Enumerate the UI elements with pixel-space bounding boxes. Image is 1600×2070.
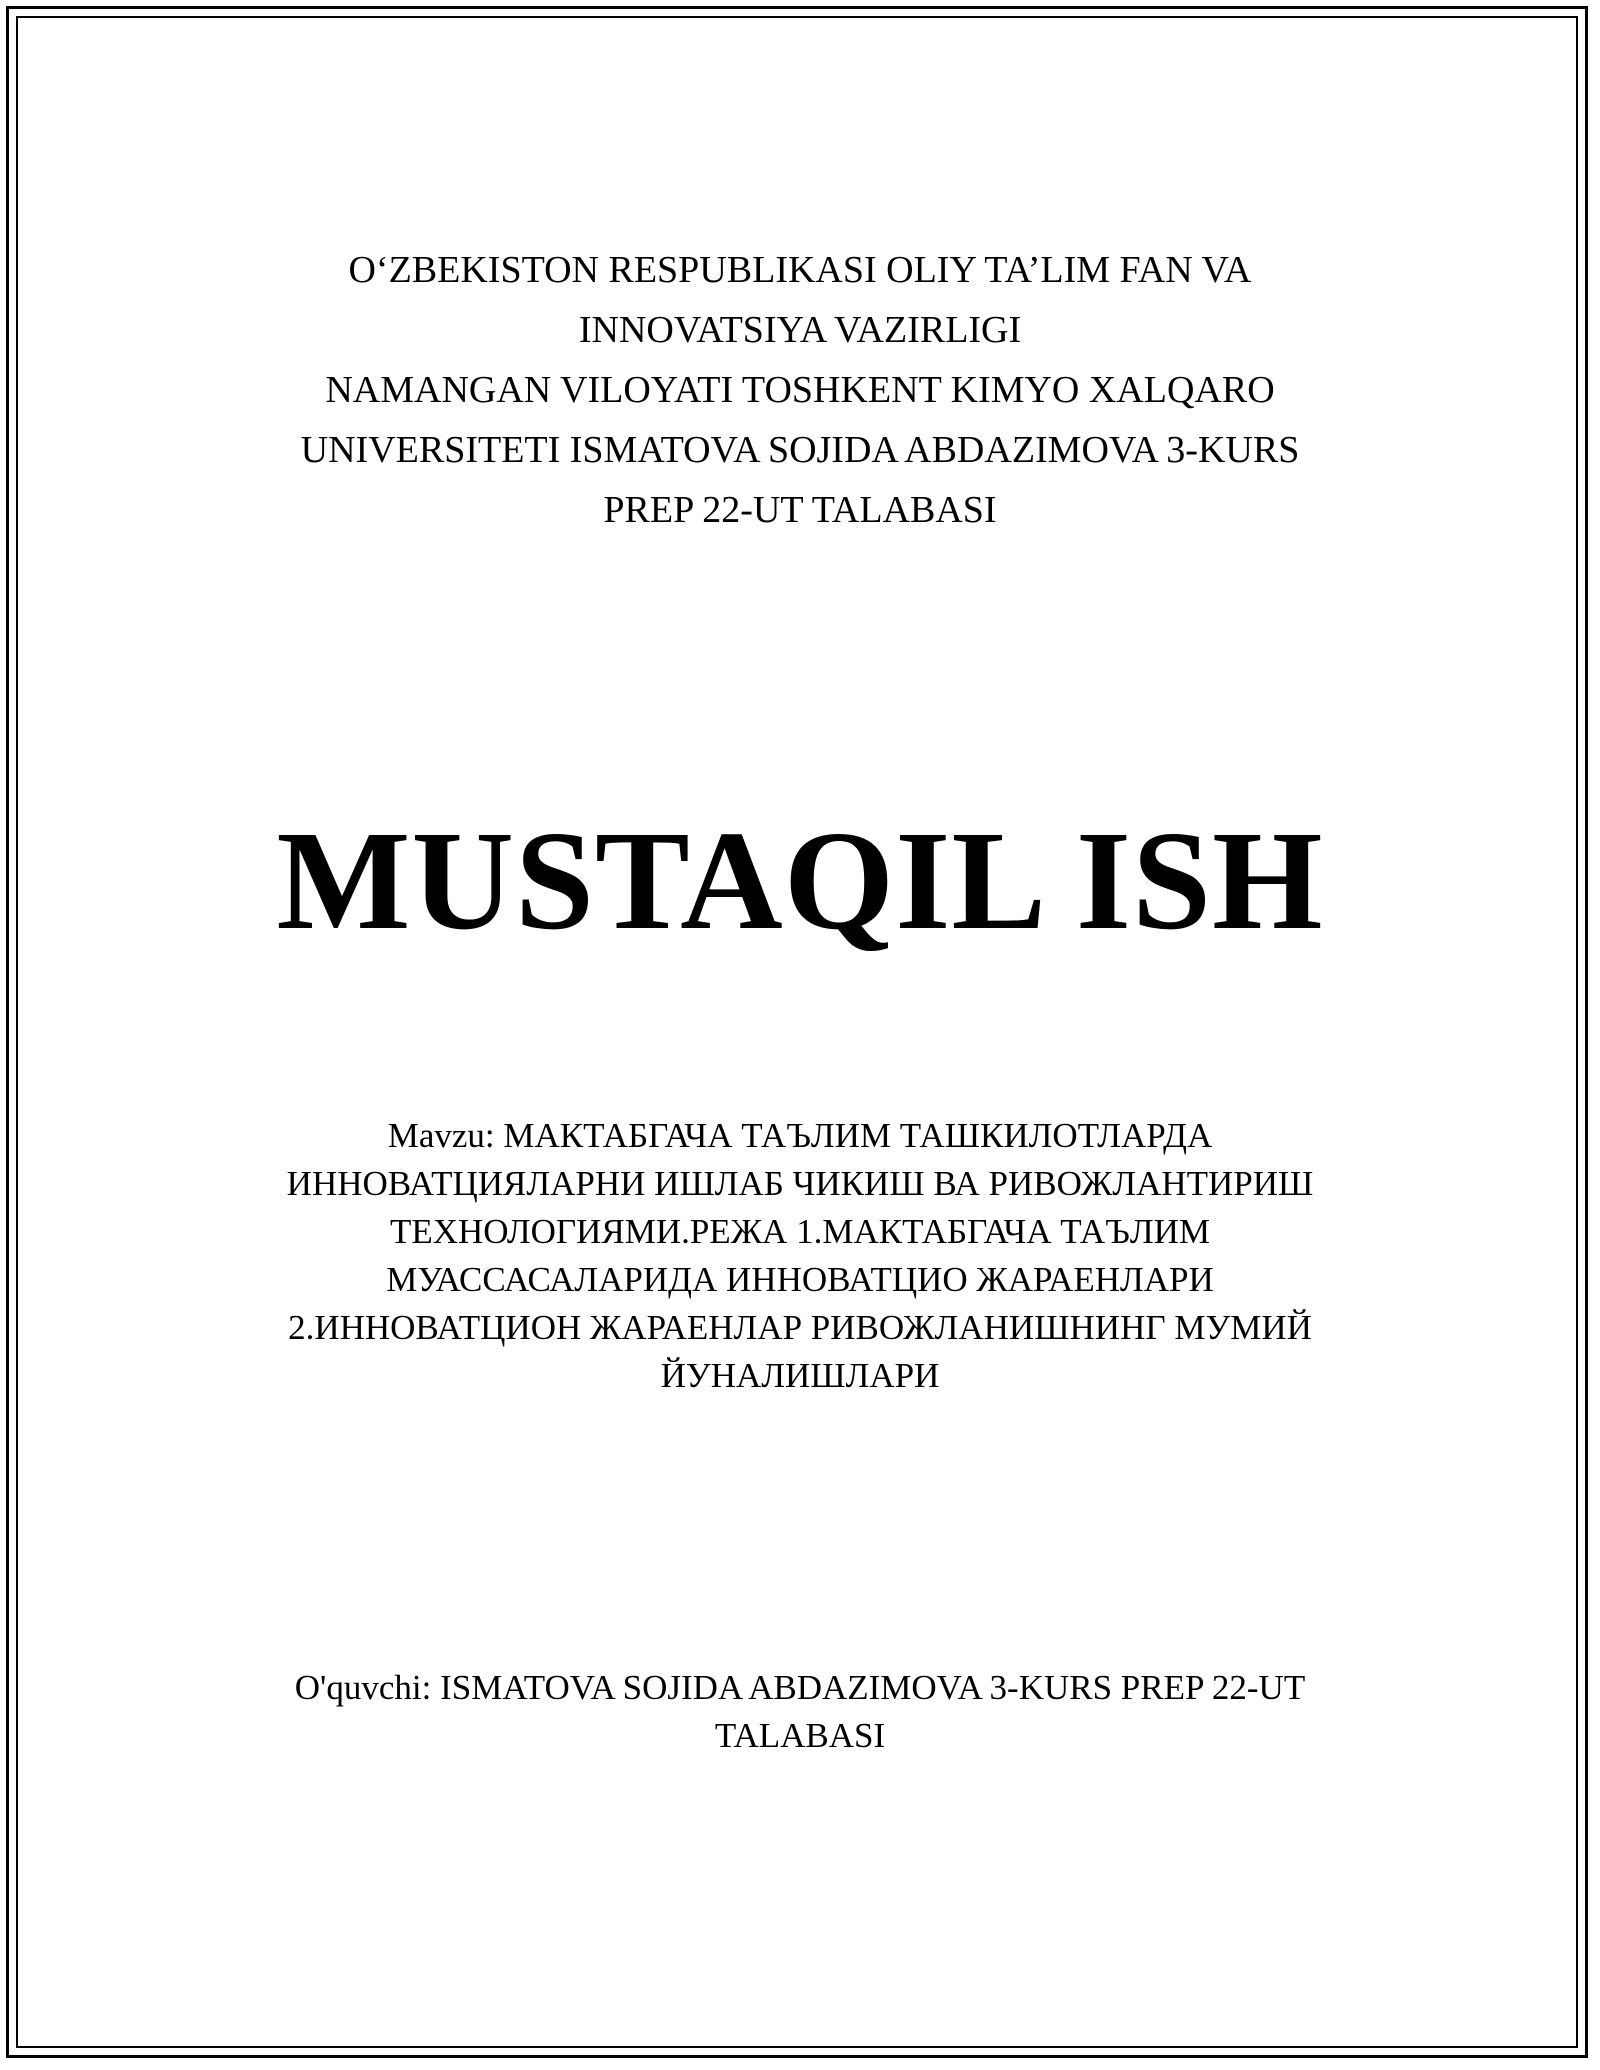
document-title: MUSTAQIL ISH xyxy=(276,801,1324,959)
header-line: INNOVATSIYA VAZIRLIGI xyxy=(578,309,1022,351)
header-line: NAMANGAN VILOYATI TOSHKENT KIMYO XALQARO xyxy=(325,369,1275,411)
student-label: O'quvchi: xyxy=(294,1668,432,1707)
topic-text: МАКТАБГАЧА ТАЪЛИМ ТАШКИЛОТЛАРДА ИННОВАТЦИЯЛАРНИ ИШЛАБ ЧИКИШ ВА РИВОЖЛАНТИРИШ ТЕХНОЛОГИЯМИ.РЕЖА 1.МАКТАБГАЧА ТАЪЛИМ МУАССАСАЛАРИДА ИННОВАТЦИО ЖАРАЕНЛАРИ 2.ИННОВАТЦИОН ЖАРАЕНЛАР РИВОЖЛАНИШНИНГ МУМИЙ ЙУНАЛИШЛАРИ xyxy=(286,1116,1314,1395)
header-line: UNIVERSITETI ISMATOVA SOJIDA ABDAZIMOVA 3-KURS xyxy=(300,429,1300,471)
header-line: O‘ZBEKISTON RESPUBLIKASI OLIY TA’LIM FAN VA xyxy=(348,249,1252,291)
student-text: ISMATOVA SOJIDA ABDAZIMOVA 3-KURS PREP 22-UT TALABASI xyxy=(440,1668,1306,1755)
topic-label: Mavzu: xyxy=(387,1116,495,1155)
student-section xyxy=(240,1664,1360,1760)
header-line: PREP 22-UT TALABASI xyxy=(603,489,997,531)
topic-section xyxy=(240,1112,1360,1400)
institution-header xyxy=(200,240,1400,540)
